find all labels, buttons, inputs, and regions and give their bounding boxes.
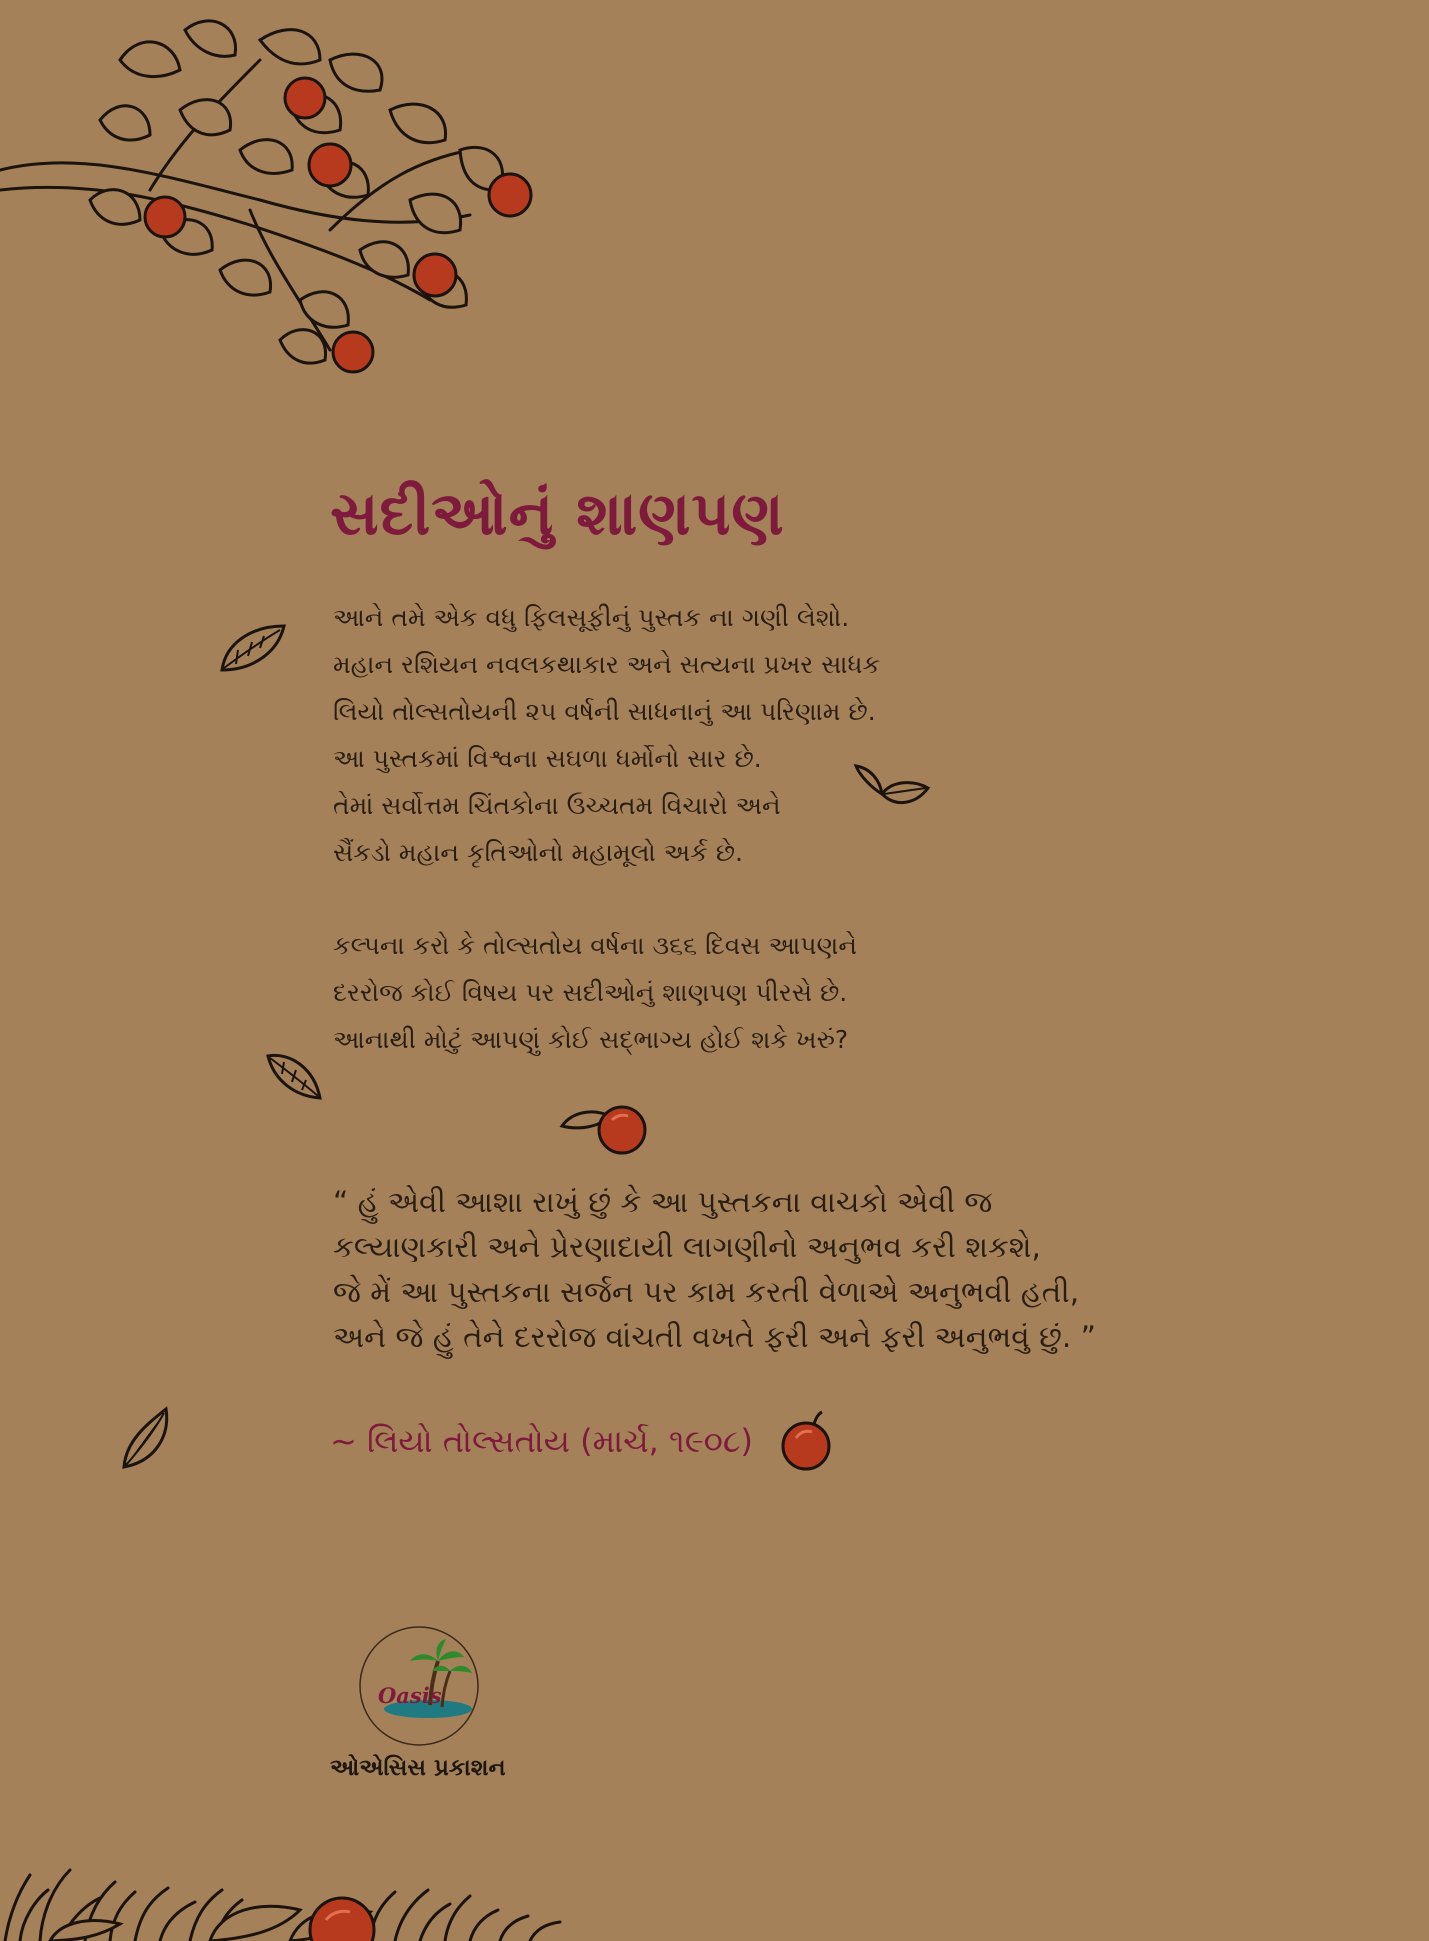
intro-line: લિયો તોલ્સતોયની ૨૫ વર્ષની સાધનાનું આ પરિણામ છે. — [333, 697, 876, 726]
leaf-icon — [852, 762, 930, 812]
intro-line: આ પુસ્તકમાં વિશ્વના સઘળા ધર્મોનો સાર છે. — [333, 744, 762, 773]
leaf-icon — [264, 1050, 324, 1102]
intro-line: સૈંકડો મહાન કૃતિઓનો મહામૂલો અર્ક છે. — [333, 838, 743, 867]
quote-line: “ હું એવી આશા રાખું છું કે આ પુસ્તકના વાચકો એવી જ — [333, 1185, 993, 1219]
second-paragraph-line: આનાથી મોટું આપણું કોઈ સદ્ભાગ્ય હોઈ શકે ખરું? — [333, 1025, 849, 1054]
intro-paragraph — [333, 594, 880, 876]
second-paragraph-line: દરરોજ કોઈ વિષય પર સદીઓનું શાણપણ પીરસે છે. — [333, 978, 848, 1007]
quote-line: કલ્યાણકારી અને પ્રેરણાદાયી લાગણીનો અનુભવ કરી શકશે, — [333, 1230, 1041, 1264]
grass-illustration — [0, 1830, 600, 1941]
intro-line: તેમાં સર્વોત્તમ ચિંતકોના ઉચ્ચતમ વિચારો અને — [333, 791, 781, 820]
tree-branch-illustration — [0, 0, 620, 420]
tolstoy-quote — [333, 1180, 1096, 1360]
apple-icon — [558, 1098, 650, 1156]
publisher-logo-text: Oasis — [378, 1683, 442, 1708]
second-paragraph — [333, 922, 857, 1063]
intro-line: આને તમે એક વધુ ફિલસૂફીનું પુસ્તક ના ગણી લેશો. — [333, 603, 850, 632]
quote-line: અને જે હું તેને દરરોજ વાંચતી વખતે ફરી અને ફરી અનુભવું છું. ” — [333, 1320, 1096, 1354]
quote-line: જે મેં આ પુસ્તકના સર્જન પર કામ કરતી વેળાએ અનુભવી હતી, — [333, 1275, 1080, 1309]
apple-icon — [778, 1410, 836, 1472]
quote-attribution: ~ લિયો તોલ્સતોય (માર્ચ, ૧૯૦૮) — [330, 1422, 753, 1460]
second-paragraph-line: કલ્પના કરો કે તોલ્સતોય વર્ષના ૩૬૬ દિવસ આપણને — [333, 931, 857, 960]
publisher-name: ઓએસિસ પ્રકાશન — [330, 1755, 506, 1781]
publisher-logo — [358, 1625, 480, 1747]
page-title: સદીઓનું શાણપણ — [330, 479, 785, 549]
leaf-icon — [120, 1405, 172, 1470]
leaf-icon — [218, 622, 288, 674]
intro-line: મહાન રશિયન નવલકથાકાર અને સત્યના પ્રખર સાધક — [333, 650, 881, 679]
